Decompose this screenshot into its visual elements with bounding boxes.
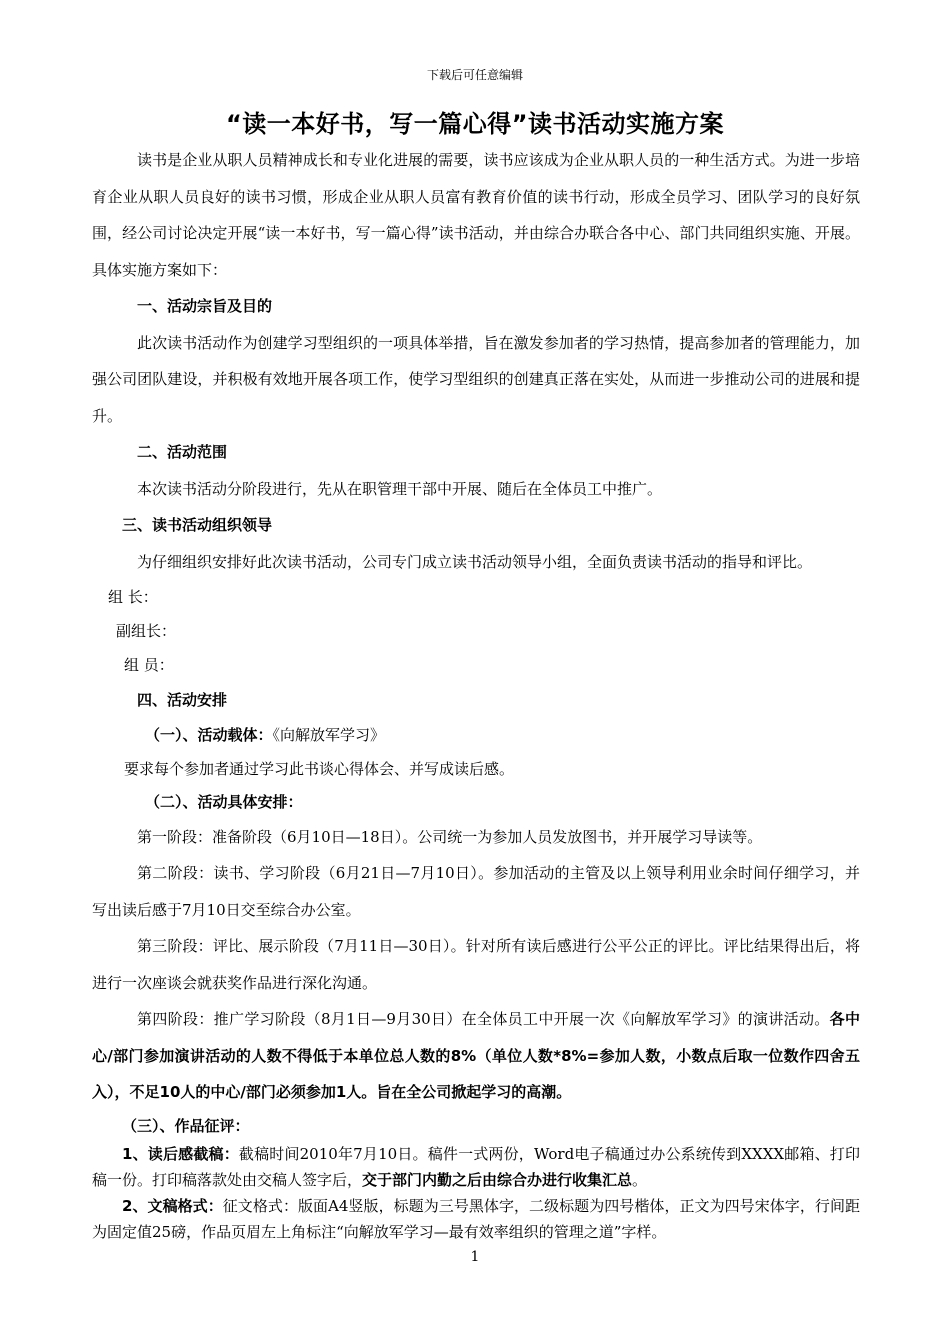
carrier-label: （一）、活动载体：	[145, 725, 273, 744]
item2-text: 征文格式：版面A4竖版，标题为三号黑体字，二级标题为四号楷体，正文为四号宋体字，行间距为固定值25磅，作品页眉左上角标注“向解放军学习—最有效率组织的管理之道”字样。	[92, 1196, 860, 1241]
document-body	[92, 142, 860, 1245]
carrier-line	[92, 719, 860, 752]
stage4-bold-text: 各中心/部门参加演讲活动的人数不得低于本单位总人数的8%（单位人数*8%=参加人数，小数点后取一位数作四舍五入），不足10人的中心/部门必须参加1人。旨在全公司掀起学习的高潮。	[92, 1010, 860, 1101]
stage4-text: 第四阶段：推广学习阶段（8月1日—9月30日）在全体员工中开展一次《向解放军学习》的演讲活动。	[137, 1010, 830, 1028]
section4-heading: 四、活动安排	[137, 691, 228, 709]
section3-heading: 三、读书活动组织领导	[122, 516, 273, 534]
carrier-book: 《向解放军学习》	[272, 725, 386, 744]
collection-heading: （三）、作品征评：	[122, 1116, 250, 1135]
section2-paragraph: 本次读书活动分阶段进行，先从在职管理干部中开展、随后在全体员工中推广。	[137, 479, 663, 498]
page-number: 1	[470, 1249, 480, 1265]
item2-paragraph	[92, 1193, 860, 1245]
section3-paragraph: 为仔细组织安排好此次读书活动，公司专门成立读书活动领导小组，全面负责读书活动的指导和评比。	[137, 552, 813, 571]
section2-heading: 二、活动范围	[137, 443, 228, 461]
item1-end: 。	[632, 1170, 648, 1189]
item2-label: 2、文稿格式：	[122, 1196, 223, 1215]
item1-paragraph	[92, 1141, 860, 1193]
schedule-heading: （二）、活动具体安排：	[145, 792, 303, 811]
item1-bold-text: 交于部门内勤之后由综合办进行收集汇总	[362, 1170, 633, 1189]
item1-text: 截稿时间2010年7月10日。稿件一式两份，Word电子稿通过办公系统传到XXXX邮箱、打印稿一份。打印稿落款处由交稿人签字后，	[92, 1144, 860, 1189]
document-title: “读一本好书，写一篇心得”读书活动实施方案	[225, 110, 725, 138]
header-note: 下载后可任意编辑	[426, 68, 523, 82]
intro-paragraph: 读书是企业从职人员精神成长和专业化进展的需要，读书应该成为企业从职人员的一种生活方式。为进一步培育企业从职人员良好的读书习惯，形成企业从职人员富有教育价值的读书行动，形成全员学习、团队学习的良好氛围，经公司讨论决定开展“读一本好书，写一篇心得”读书活动，并由综合办联合各中心、部门共同组织实施、开展。具体实施方案如下：	[92, 151, 860, 279]
stage3-paragraph: 第三阶段：评比、展示阶段（7月11日—30日）。针对所有读后感进行公平公正的评比。评比结果得出后，将进行一次座谈会就获奖作品进行深化沟通。	[92, 937, 860, 992]
carrier-paragraph: 要求每个参加者通过学习此书谈心得体会、并写成读后感。	[124, 759, 515, 778]
members-line: 组 员：	[124, 656, 174, 674]
stage4-paragraph	[92, 1001, 860, 1111]
stage2-paragraph: 第二阶段：读书、学习阶段（6月21日—7月10日）。参加活动的主管及以上领导利用业余时间仔细学习，并写出读后感于7月10日交至综合办公室。	[92, 864, 860, 919]
section1-paragraph: 此次读书活动作为创建学习型组织的一项具体举措，旨在激发参加者的学习热情，提高参加者的管理能力，加强公司团队建设，并积极有效地开展各项工作，使学习型组织的创建真正落在实处，从而进一步推动公司的进展和提升。	[92, 333, 860, 425]
section1-heading: 一、活动宗旨及目的	[137, 297, 273, 315]
item1-label: 1、读后感截稿：	[122, 1144, 239, 1163]
leader-line: 组 长：	[108, 588, 158, 606]
vice-leader-line: 副组长：	[116, 622, 177, 640]
stage1-paragraph: 第一阶段：准备阶段（6月10日—18日）。公司统一为参加人员发放图书，并开展学习导读等。	[137, 827, 763, 846]
